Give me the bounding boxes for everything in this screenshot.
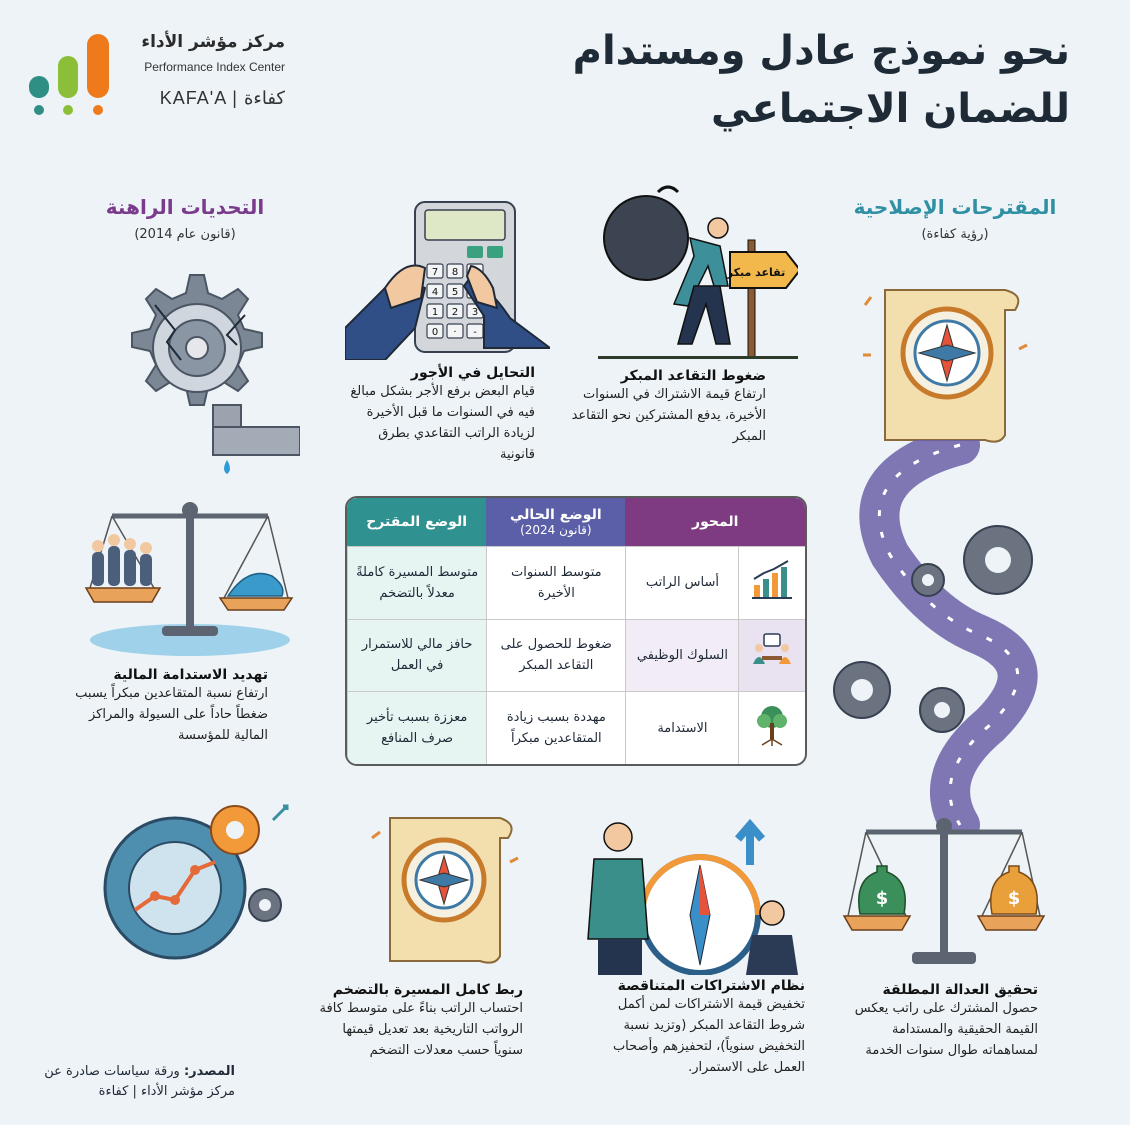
tree-icon <box>750 703 794 747</box>
row-icon-cell <box>738 619 805 692</box>
card-wages-title: التحايل في الأجور <box>410 365 535 381</box>
svg-text:$: $ <box>875 888 889 909</box>
comparison-table <box>345 496 807 766</box>
proposals-subtitle: (رؤية كفاءة) <box>921 227 989 242</box>
card-sustainability <box>68 667 268 746</box>
card-wages <box>340 365 535 465</box>
gauge-advisor-icon <box>580 815 800 975</box>
calculator-hands-icon <box>345 198 550 360</box>
header-current-sub: (قانون 2024) <box>520 523 592 537</box>
row-axis: أساس الراتب <box>625 546 738 619</box>
row-axis: الاستدامة <box>625 691 738 764</box>
logo-kafaa: KAFA'A | كفاءة <box>159 88 285 108</box>
card-justice <box>838 982 1038 1061</box>
row-proposed: حافز مالي للاستمرار في العمل <box>347 619 486 692</box>
svg-text:8: 8 <box>451 267 459 278</box>
page-title <box>450 22 1070 138</box>
bar-chart-icon <box>750 557 794 601</box>
sign-text: تقاعد مبكر <box>726 266 786 279</box>
table-row <box>347 619 805 692</box>
card-decreasing-title: نظام الاشتراكات المتناقصة <box>617 978 805 994</box>
row-proposed: متوسط المسيرة كاملةً معدلاً بالتضخم <box>347 546 486 619</box>
source-label: المصدر: <box>183 1064 235 1079</box>
challenges-heading <box>80 195 290 242</box>
svg-text:7: 7 <box>431 267 439 278</box>
svg-text:5: 5 <box>451 287 459 298</box>
logo <box>25 30 285 120</box>
card-early-retirement <box>568 368 766 447</box>
scale-people-water-icon <box>82 490 297 660</box>
row-axis: السلوك الوظيفي <box>625 619 738 692</box>
logo-english: Performance Index Center <box>144 60 285 74</box>
gear-chart-icon <box>95 800 295 970</box>
svg-text:$: $ <box>1007 888 1021 909</box>
svg-text:3: 3 <box>471 307 479 318</box>
card-inflation-title: ربط كامل المسيرة بالتضخم <box>332 982 523 998</box>
card-wages-text: قيام البعض برفع الأجر بشكل مبالغ فيه في السنوات ما قبل الأخيرة لزيادة الراتب التقاعدي بطرق قانونية <box>350 384 535 462</box>
card-inflation <box>318 982 523 1061</box>
card-sustain-text: ارتفاع نسبة المتقاعدين مبكراً يسبب ضغطاً حاداً على السيولة والمراكز المالية للمؤسسة <box>75 686 268 743</box>
winding-road-gears-icon <box>830 440 1070 830</box>
early-retirement-burden-icon <box>598 182 798 360</box>
title-line-2: للضمان الاجتماعي <box>711 86 1070 132</box>
svg-text:1: 1 <box>431 307 439 318</box>
svg-text:2: 2 <box>451 307 459 318</box>
table-row <box>347 546 805 619</box>
svg-text:·: · <box>453 327 457 338</box>
row-icon-cell <box>738 691 805 764</box>
svg-text:4: 4 <box>431 287 439 298</box>
card-justice-text: حصول المشترك على راتب يعكس القيمة الحقيقية والمستدامة لمساهماته طوال سنوات الخدمة <box>854 1001 1038 1058</box>
header-current <box>486 498 625 546</box>
challenges-subtitle: (قانون عام 2014) <box>134 227 236 242</box>
proposals-title: المقترحات الإصلاحية <box>853 195 1057 219</box>
card-early-text: ارتفاع قيمة الاشتراك في السنوات الأخيرة، يدفع المشتركين نحو التقاعد المبكر <box>571 387 766 444</box>
svg-text:-: - <box>473 327 477 338</box>
proposals-heading <box>840 195 1070 242</box>
table-row <box>347 691 805 764</box>
card-sustain-title: تهديد الاستدامة المالية <box>113 667 268 683</box>
card-decreasing-text: تخفيض قيمة الاشتراكات لمن أكمل شروط التقاعد المبكر (وتزيد نسبة التخفيض سنوياً)، لتحفيزهم وأصحاب العمل على الاستمرار. <box>612 997 805 1075</box>
meeting-icon <box>750 630 794 674</box>
source-note <box>30 1062 235 1102</box>
card-inflation-text: احتساب الراتب بناءً على متوسط كافة الرواتب التاريخية بعد تعديل قيمتها سنوياً حسب معدلات التضخم <box>319 1001 523 1058</box>
card-early-title: ضغوط التقاعد المبكر <box>620 368 766 384</box>
compass-scroll-2-icon <box>360 808 530 973</box>
scale-money-bags-icon <box>842 812 1047 977</box>
header-proposed: الوضع المقترح <box>347 498 486 546</box>
header-axis: المحور <box>625 498 805 546</box>
challenges-title: التحديات الراهنة <box>105 195 265 219</box>
source-line-2: مركز مؤشر الأداء | كفاءة <box>98 1084 235 1099</box>
card-decreasing <box>600 978 805 1078</box>
title-line-1: نحو نموذج عادل ومستدام <box>572 28 1070 74</box>
header-current-title: الوضع الحالي <box>510 507 602 523</box>
card-justice-title: تحقيق العدالة المطلقة <box>882 982 1038 998</box>
row-icon-cell <box>738 546 805 619</box>
svg-text:0: 0 <box>431 327 439 338</box>
row-current: ضغوط للحصول على التقاعد المبكر <box>486 619 625 692</box>
row-proposed: معززة بسبب تأخير صرف المنافع <box>347 691 486 764</box>
source-line-1: ورقة سياسات صادرة عن <box>44 1064 180 1079</box>
logo-bars-icon <box>25 30 120 118</box>
row-current: متوسط السنوات الأخيرة <box>486 546 625 619</box>
row-current: مهددة بسبب زيادة المتقاعدين مبكراً <box>486 691 625 764</box>
compass-scroll-icon <box>855 285 1035 445</box>
logo-arabic: مركز مؤشر الأداء <box>141 32 285 52</box>
broken-gear-icon <box>95 255 300 475</box>
